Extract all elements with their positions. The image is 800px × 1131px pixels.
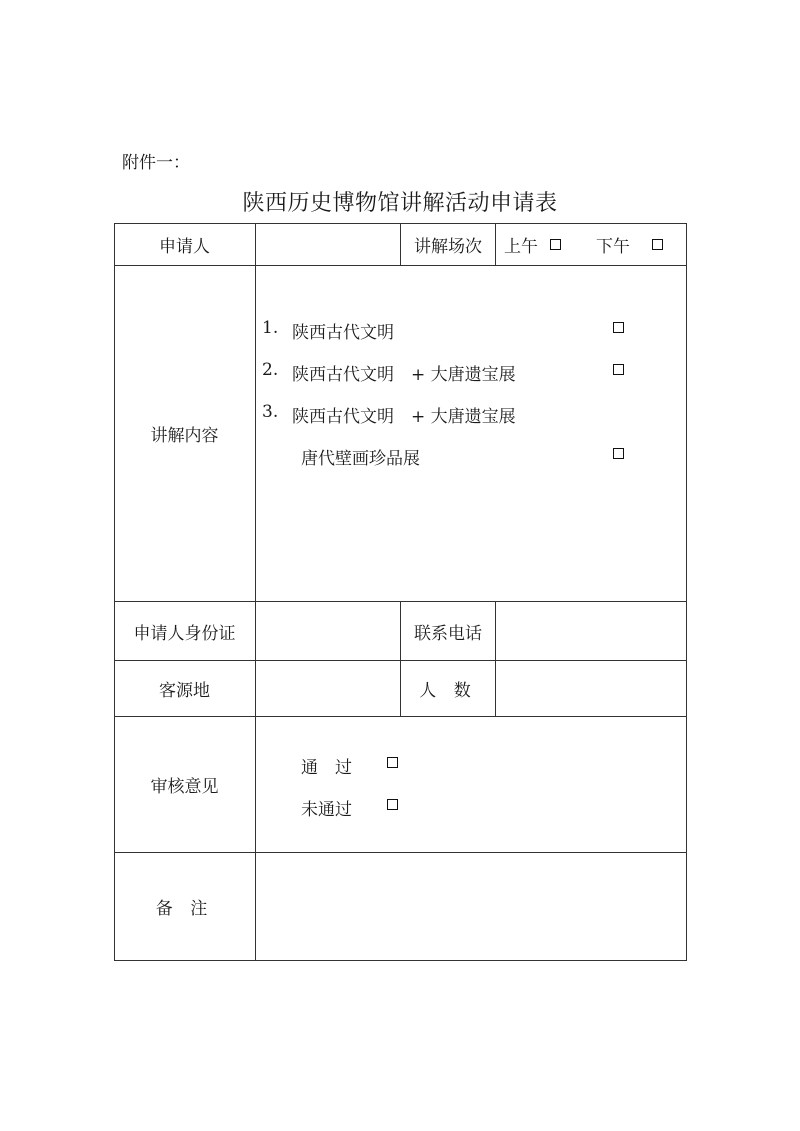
id-card-input[interactable] xyxy=(256,602,400,660)
column-divider xyxy=(495,223,496,266)
review-fail-checkbox[interactable] xyxy=(387,799,398,810)
phone-input[interactable] xyxy=(496,602,686,660)
count-label: 人 数 xyxy=(419,681,477,701)
remarks-input[interactable] xyxy=(256,853,686,960)
count-input[interactable] xyxy=(496,661,686,716)
column-divider xyxy=(255,223,256,961)
session-pm-option[interactable] xyxy=(596,223,663,265)
content-option-3-number: 3. xyxy=(262,402,279,422)
table-border-right xyxy=(686,223,687,961)
session-am-option[interactable] xyxy=(504,223,561,265)
session-label: 讲解场次 xyxy=(414,236,482,257)
content-label: 讲解内容 xyxy=(150,426,219,446)
review-fail-label: 未通过 xyxy=(301,800,352,820)
table-border-bottom xyxy=(114,960,687,961)
session-am-checkbox[interactable] xyxy=(550,239,561,250)
content-option-1-text: 陕西古代文明 xyxy=(292,323,394,343)
review-pass-checkbox[interactable] xyxy=(387,757,398,768)
content-option-3-continuation-text: 唐代壁画珍品展 xyxy=(301,449,420,469)
content-option-2-text: 陕西古代文明 + 大唐遗宝展 xyxy=(292,365,516,385)
session-am-label: 上午 xyxy=(504,236,538,257)
id-card-label: 申请人身份证 xyxy=(133,623,236,644)
origin-label: 客源地 xyxy=(159,681,210,701)
applicant-input[interactable] xyxy=(256,224,400,265)
content-option-3-checkbox[interactable] xyxy=(613,448,624,459)
content-option-1-checkbox[interactable] xyxy=(613,322,624,333)
review-label: 审核意见 xyxy=(150,777,219,797)
phone-label: 联系电话 xyxy=(414,623,482,644)
attachment-label: 附件一： xyxy=(122,153,190,173)
review-pass-label: 通 过 xyxy=(301,758,352,778)
origin-input[interactable] xyxy=(256,661,400,716)
applicant-label: 申请人 xyxy=(159,236,210,257)
content-option-1-number: 1. xyxy=(262,318,279,338)
content-option-3-text: 陕西古代文明 + 大唐遗宝展 xyxy=(292,407,516,427)
session-pm-checkbox[interactable] xyxy=(652,239,663,250)
application-form-table xyxy=(114,223,687,961)
session-pm-label: 下午 xyxy=(596,236,630,257)
content-option-2-number: 2. xyxy=(262,360,279,380)
form-title: 陕西历史博物馆讲解活动申请表 xyxy=(242,191,558,216)
remarks-label: 备 注 xyxy=(155,899,214,919)
content-option-2-checkbox[interactable] xyxy=(613,364,624,375)
